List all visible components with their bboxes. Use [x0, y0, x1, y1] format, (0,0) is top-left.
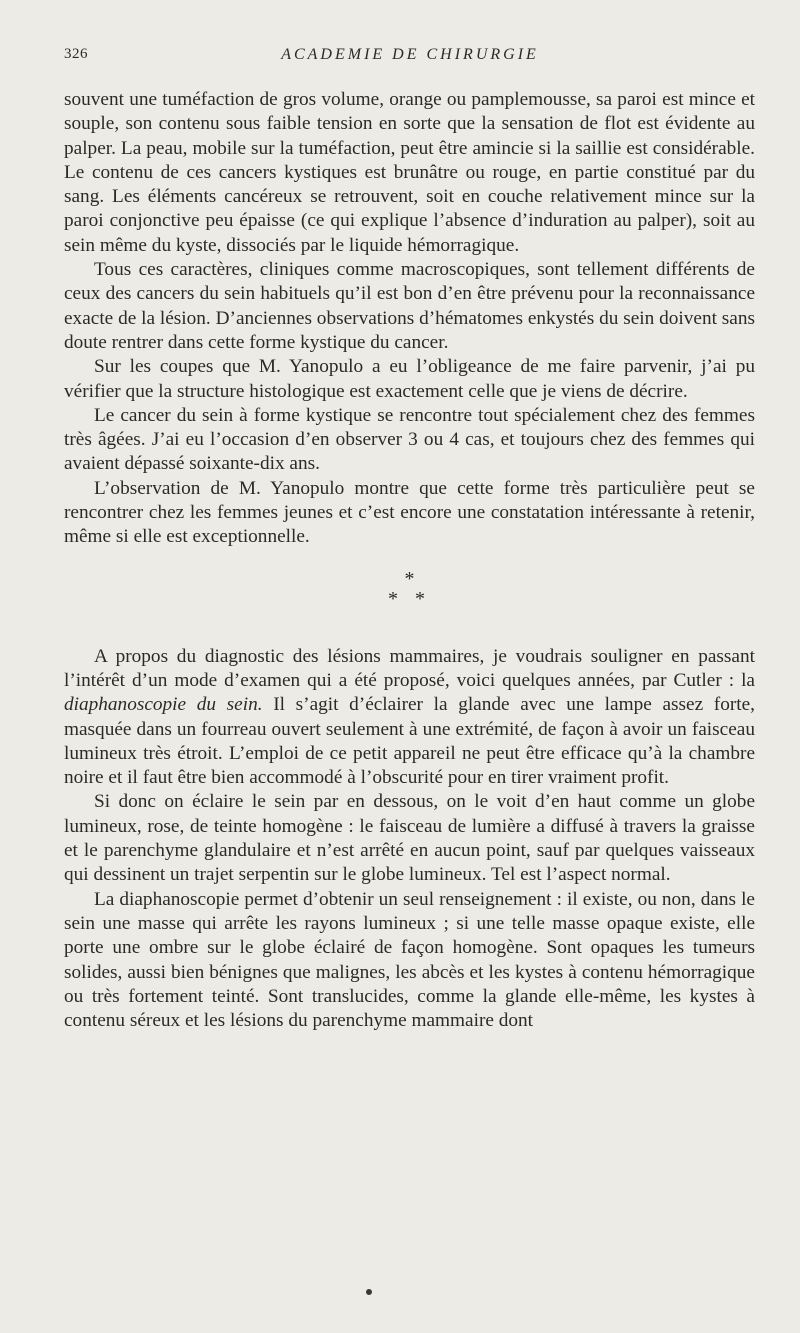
asterisk-top: *: [404, 567, 415, 590]
body-text: [64, 88, 755, 1033]
paragraph-observation-yanopulo: L’observation de M. Yanopulo montre que cette forme très particulière peut se rencontrer chez les femmes jeunes et c’est encore une constatation intéressante à retenir, même si elle est exceptionnelle.: [64, 477, 755, 548]
paragraph-renseignement: La diaphanoscopie permet d’obtenir un seul renseignement : il existe, ou non, dans le sein une masse qui arrête les rayons lumineux ; si une telle masse opaque existe, elle porte une ombre sur le globe éclairé de façon homogène. Sont opaques les tumeurs solides, aussi bien bénignes que malignes, les abcès et les kystes à contenu hémorragique ou très fortement teinté. Sont translucides, comme la glande elle-même, les kystes à contenu séreux et les lésions du parenchyme mammaire dont: [64, 888, 755, 1032]
diaphano-emphasis: diaphanoscopie du sein.: [64, 694, 263, 716]
footer-dot: [366, 1289, 372, 1295]
paragraph-diaphanoscopie-intro: [64, 645, 755, 791]
section-separator: [64, 550, 755, 645]
running-head: ACADEMIE DE CHIRURGIE: [281, 46, 539, 63]
page-number: 326: [64, 46, 88, 62]
paragraph-continuation: souvent une tuméfaction de gros volume, orange ou pamplemousse, sa paroi est mince et souple, son contenu sous faible tension en sorte que la sensation de flot est évidente au palper. La peau, mobile sur la tuméfaction, peut être amincie si la saillie est considérable. Le contenu de ces cancers kystiques est brunâtre ou rouge, en partie constitué par du sang. Les éléments cancéreux se retrouvent, soit en couche relativement mince sur la paroi conjonctive peu épaisse (ce qui explique l’absence d’induration au palper), soit au sein même du kyste, dissociés par le liquide hémorragique.: [64, 89, 755, 256]
paragraph-tous-ces-caracteres: Tous ces caractères, cliniques comme macroscopiques, sont tellement différents de ceux des cancers du sein habituels qu’il est bon d’en être prévenu pour la reconnaissance exacte de la lésion. D’anciennes observations d’hématomes enkystés du sein doivent sans doute rentrer dans cette forme kystique du cancer.: [64, 259, 755, 353]
paragraph-sur-les-coupes: Sur les coupes que M. Yanopulo a eu l’obligeance de me faire parvenir, j’ai pu vérifier que la structure histologique est exactement celle que je viens de décrire.: [64, 356, 755, 402]
asterisks-bottom: * *: [388, 587, 431, 610]
diaphano-text-after: Il s’agit d’éclairer la glande avec une lampe assez forte, masquée dans un fourreau ouvert seulement à une extrémité, de façon à avoir un faisceau lumineux très étroit. L’emploi de ce petit appareil ne peut être efficace qu’à la chambre noire et il faut être bien accommodé à l’obscurité pour en tirer vraiment profit.: [64, 694, 755, 789]
diaphano-text-before: A propos du diagnostic des lésions mammaires, je voudrais souligner en passant l’intérêt d’un mode d’examen qui a été proposé, voici quelques années, par Cutler : la: [64, 645, 755, 691]
paragraph-eclairage: Si donc on éclaire le sein par en dessous, on le voit d’en haut comme un globe lumineux, rose, de teinte homogène : le faisceau de lumière a diffusé à travers la graisse et le parenchyme glandulaire et n’est arrêté en aucun point, sauf par quelques vaisseaux qui dessinent un trajet serpentin sur le globe lumineux. Tel est l’aspect normal.: [64, 791, 755, 886]
paragraph-cancer-forme-kystique: Le cancer du sein à forme kystique se rencontre tout spécialement chez des femmes très âgées. J’ai eu l’occasion d’en observer 3 ou 4 cas, et toujours chez des femmes qui avaient dépassé soixante-dix ans.: [64, 404, 755, 475]
page-header: [64, 46, 756, 70]
